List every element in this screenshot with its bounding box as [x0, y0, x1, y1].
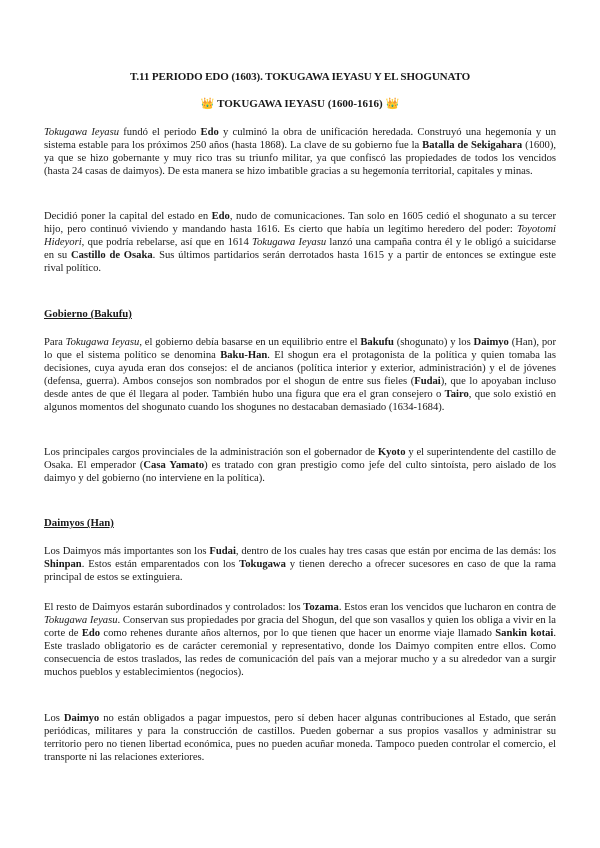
heading-daimyos: Daimyos (Han): [44, 517, 114, 529]
text-run: . Conservan sus propiedades por gracia del Shogun, del que son vasallos y quien los obliga a vivir en la corte de: [44, 615, 556, 639]
text-run: , dentro de los cuales hay tres casas que están por encima de las demás: los: [235, 546, 556, 557]
crown-icon: 👑: [385, 98, 400, 110]
text-run: Decidió poner la capital del estado en: [44, 211, 212, 222]
gobierno-paragraph-2: [44, 446, 556, 485]
bold-term: Kyoto: [377, 447, 406, 458]
section-subtitle: [40, 98, 560, 111]
bold-term: Tozama: [303, 602, 339, 613]
bold-term: Bakufu: [360, 337, 394, 348]
gobierno-paragraph-1: [44, 336, 556, 414]
text-run: , nudo de comunicaciones. Tan solo en 1605 cedió el shogunato a su tercer hijo, pero continuó viviendo y mandando hasta 1616. Es cierto que había un legítimo heredero del poder:: [44, 211, 557, 235]
bold-term: Batalla de Sekigahara: [422, 140, 523, 151]
bold-term: Edo: [200, 127, 219, 138]
subtitle-text: TOKUGAWA IEYASU (1600-1616): [217, 98, 383, 110]
italic-name: Tokugawa Ieyasu: [252, 237, 327, 248]
text-run: ) es tratado con gran prestigio como jefe del culto sintoísta, pero aislado de los daimyo y del gobierno (no interviene en la política).: [44, 460, 556, 484]
bold-term: Casa Yamato: [143, 460, 205, 471]
heading-gobierno: Gobierno (Bakufu): [44, 308, 132, 320]
text-run: fundó el periodo: [119, 127, 201, 138]
page-title: T.11 PERIODO EDO (1603). TOKUGAWA IEYASU Y EL SHOGUNATO: [129, 71, 471, 83]
text-run: Los: [44, 713, 64, 724]
text-run: Los principales cargos provinciales de la administración son el gobernador de: [44, 447, 378, 458]
text-run: . Este traslado obligatorio es de carácter ceremonial y representativo, donde los Daimyo compiten entre ellos. Como consecuencia de estos traslados, las redes de comunicación del país van a mejorar mucho y a su alrededor van a surgir muchos pueblos y establecimientos (negocios).: [44, 628, 557, 678]
text-run: (1600), ya que se hizo gobernante y muy rico tras su triunfo militar, ya que confiscó las propiedades de todos los vencidos (hasta 24 casas de daimyos). De esta manera se hizo imbatible gracias a su hegemonía territorial, capitales y minas.: [44, 140, 556, 177]
bold-term: Fudai: [414, 376, 441, 387]
bold-term: Edo: [81, 628, 101, 639]
text-run: lanzó una campaña contra él y le obligó a suicidarse en su: [44, 237, 557, 261]
intro-paragraph-2: [44, 210, 556, 275]
text-run: (shogunato) y los: [393, 337, 474, 348]
text-run: y tienen derecho a ofrecer sucesores en caso de que la rama principal de estos se extinguiera.: [44, 559, 556, 583]
text-run: (Han), por lo que el sistema político se denomina: [44, 337, 557, 361]
daimyos-paragraph-2: [44, 601, 556, 679]
italic-name: Tokugawa Ieyasu: [44, 127, 120, 138]
text-run: y culminó la obra de unificación heredada. Construyó una hegemonía y un sistema estable para los próximos 250 años (hasta 1868). La clave de su gobierno fue la: [44, 127, 556, 151]
bold-term: Castillo de Osaka: [70, 250, 153, 261]
crown-icon: 👑: [200, 98, 215, 110]
text-run: . Estos están emparentados con los: [81, 559, 240, 570]
text-run: como rehenes durante años alternos, por lo que tienen que hacer un enorme viaje llamado: [100, 628, 496, 639]
bold-term: Daimyo: [473, 337, 509, 348]
bold-term: Shinpan: [44, 559, 82, 570]
daimyos-paragraph-1: [44, 545, 556, 584]
text-run: y el superintendente del castillo de Osaka. El emperador (: [44, 447, 556, 471]
italic-name: Tokugawa Ieyasu: [65, 337, 140, 348]
text-run: , que podría rebelarse, así que en 1614: [81, 237, 253, 248]
bold-term: Fudai: [209, 546, 236, 557]
bold-term: Baku-Han: [220, 350, 268, 361]
text-run: , el gobierno debía basarse en un equilibrio entre el: [139, 337, 361, 348]
text-run: . El shogun era el protagonista de la política y quien tomaba las decisiones, cuya ayuda eran dos consejos: el de ancianos (política interior y exterior, administración) y el de jóvenes (defensa, guerra). Ambos consejos son nombrados por el shogun de entre sus fieles (: [44, 350, 556, 387]
text-run: El resto de Daimyos estarán subordinados y controlados: los: [44, 602, 304, 613]
bold-term: Edo: [211, 211, 230, 222]
daimyos-paragraph-3: [44, 712, 556, 764]
bold-term: Tokugawa: [239, 559, 286, 570]
text-run: Para: [44, 337, 66, 348]
text-run: no están obligados a pagar impuestos, pero sí deben hacer algunas contribuciones al Estado, que serán periódicas, militares y para la construcción de castillos. Pueden gobernar a sus propios vasallos y administrar su territorio pero no tienen libertad económica, pues no pueden acuñar moneda. Tampoco pueden controlar el comercio, el transporte ni las relaciones exteriores.: [44, 713, 557, 763]
intro-paragraph-1: [44, 126, 556, 178]
text-run: , que solo existió en algunos momentos del shogunato cuando los shogunes no destacaban demasiado (1634-1684).: [44, 389, 557, 413]
italic-name: Toyotomi Hideyori: [44, 224, 556, 248]
bold-term: Daimyo: [63, 713, 100, 724]
text-run: ), que lo apoyaban incluso desde antes de que él llegara al poder. También hubo una figura que era el gran consejero o: [44, 376, 557, 400]
text-run: . Estos eran los vencidos que lucharon en contra de: [338, 602, 556, 613]
bold-term: Sankin kotai: [495, 628, 554, 639]
text-run: Los Daimyos más importantes son los: [44, 546, 210, 557]
italic-name: Tokugawa Ieyasu: [44, 615, 118, 626]
text-run: . Sus últimos partidarios serán derrotados hasta 1615 y a partir de entonces se extingue este rival político.: [44, 250, 556, 274]
bold-term: Tairo: [444, 389, 469, 400]
